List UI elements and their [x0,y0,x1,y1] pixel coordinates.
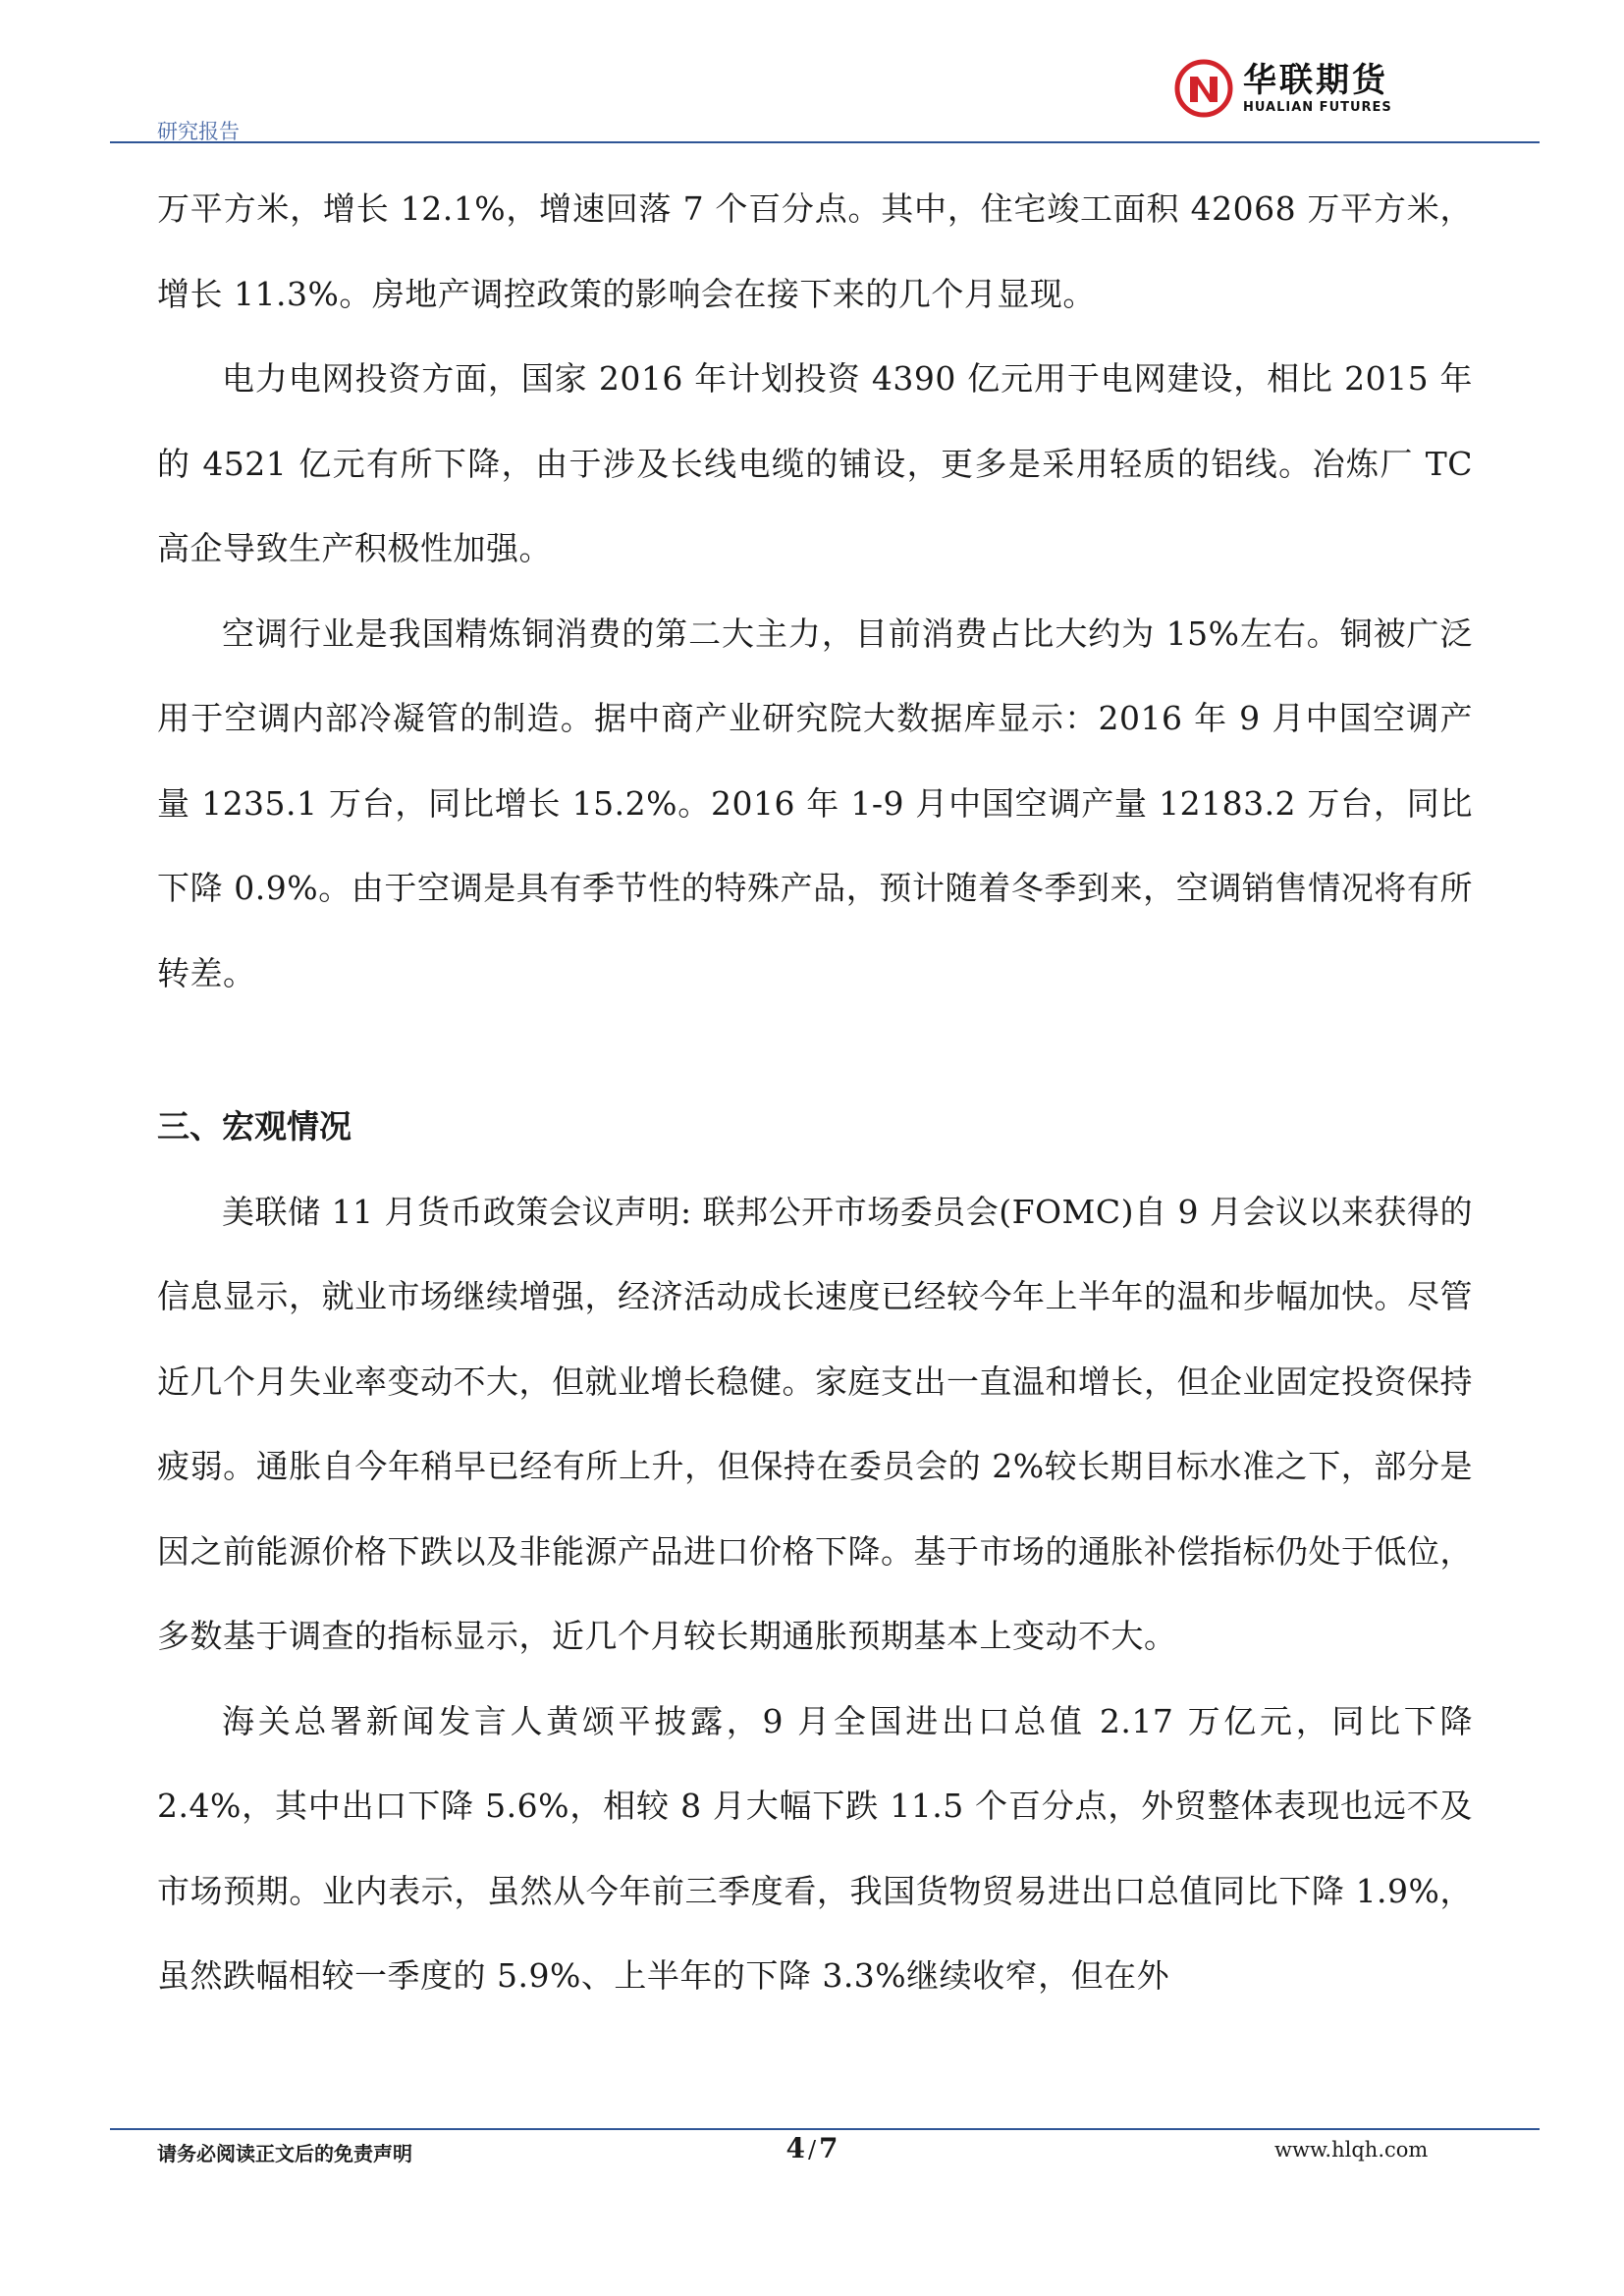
logo-english-name: HUALIAN FUTURES [1243,100,1392,115]
page-separator: / [807,2136,817,2163]
footer-website-link[interactable]: www.hlqh.com [1274,2138,1429,2162]
section-title-macro: 三、宏观情况 [157,1107,352,1146]
paragraph-fomc: 美联储 11 月货币政策会议声明: 联邦公开市场委员会(FOMC)自 9 月会议以来获得的信息显示，就业市场继续增强，经济活动成长速度已经较今年上半年的温和步幅加快。尽管近几个月失业率变动不大，但就业增长稳健。家庭支出一直温和增长，但企业固定投资保持疲弱。通胀自今年稍早已经有所上升，但保持在委员会的 2%较长期目标水准之下，部分是因之前能源价格下跌以及非能源产品进口价格下降。基于市场的通胀补偿指标仍处于低位，多数基于调查的指标显示，近几个月较长期通胀预期基本上变动不大。 [157,1192,1473,1655]
footer-disclaimer: 请务必阅读正文后的免责声明 [157,2142,412,2165]
page-total: 7 [819,2132,839,2164]
report-type-label: 研究报告 [157,120,240,143]
hualian-logo-icon [1174,59,1233,118]
paragraph-air-conditioning: 空调行业是我国精炼铜消费的第二大主力，目前消费占比大约为 15%左右。铜被广泛用于空调内部冷凝管的制造。据中商产业研究院大数据库显示：2016 年 9 月中国空调产量 1235.1 万台，同比增长 15.2%。2016 年 1-9 月中国空调产量 12183.2 万台，同比下降 0.9%。由于空调是具有季节性的特殊产品，预计随着冬季到来，空调销售情况将有所转差。 [157,614,1473,992]
page-current: 4 [785,2132,805,2164]
paragraph-housing: 万平方米，增长 12.1%，增速回落 7 个百分点。其中，住宅竣工面积 42068 万平方米，增长 11.3%。房地产调控政策的影响会在接下来的几个月显现。 [157,189,1473,313]
paragraph-power-grid: 电力电网投资方面，国家 2016 年计划投资 4390 亿元用于电网建设，相比 2015 年的 4521 亿元有所下降，由于涉及长线电缆的铺设，更多是采用轻质的铝线。冶炼厂 TC 高企导致生产积极性加强。 [157,359,1473,567]
report-body [157,167,1473,2019]
page-number [785,2132,838,2164]
paragraph-customs: 海关总署新闻发言人黄颂平披露，9 月全国进出口总值 2.17 万亿元，同比下降 2.4%，其中出口下降 5.6%，相较 8 月大幅下跌 11.5 个百分点，外贸整体表现也远不及市场预期。业内表示，虽然从今年前三季度看，我国货物贸易进出口总值同比下降 1.9%，虽然跌幅相较一季度的 5.9%、上半年的下降 3.3%继续收窄，但在外 [157,1701,1473,1995]
footer-divider [110,2128,1540,2130]
header-divider [110,141,1540,143]
company-logo [1174,43,1420,133]
logo-chinese-name: 华联期货 [1243,61,1388,100]
